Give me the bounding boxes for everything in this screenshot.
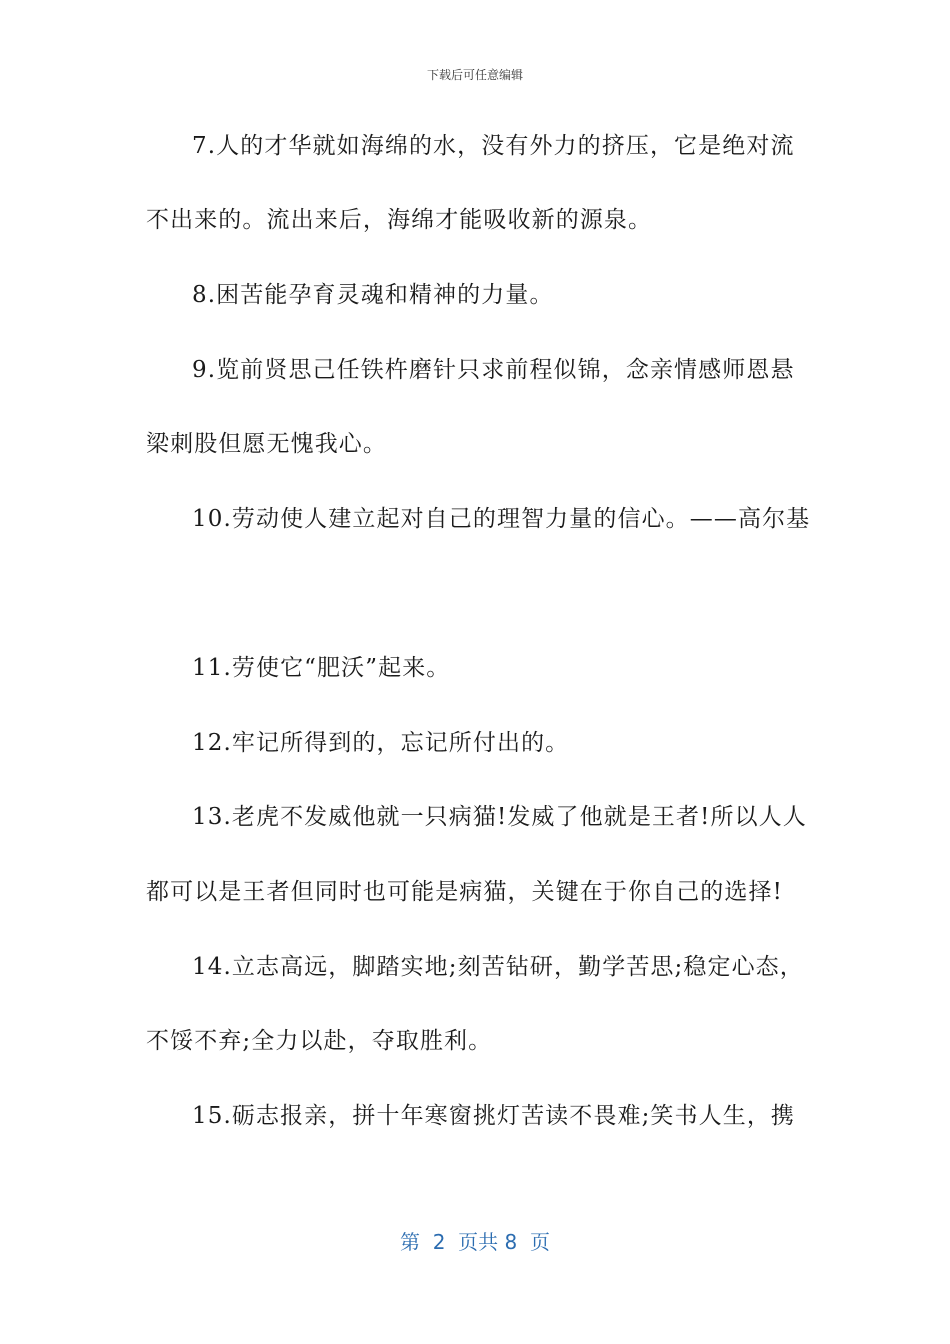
quote-9-line-2: 梁刺股但愿无愧我心。	[146, 431, 387, 457]
quote-7-line-2: 不出来的。流出来后，海绵才能吸收新的源泉。	[146, 207, 653, 233]
quote-14-line-1: 14.立志高远，脚踏实地;刻苦钻研，勤学苦思;稳定心态，	[192, 954, 804, 980]
quote-9-line-1: 9.览前贤思己任铁杵磨针只求前程似锦，念亲情感师恩悬	[192, 357, 795, 383]
header-note: 下载后可任意编辑	[426, 68, 523, 82]
quote-7-line-1: 7.人的才华就如海绵的水，没有外力的挤压，它是绝对流	[192, 133, 795, 159]
quote-13-line-2: 都可以是王者但同时也可能是病猫，关键在于你自己的选择!	[146, 879, 783, 905]
quote-15-line-1: 15.砺志报亲，拼十年寒窗挑灯苦读不畏难;笑书人生，携	[192, 1103, 796, 1129]
quote-12: 12.牢记所得到的，忘记所付出的。	[192, 730, 570, 756]
quote-10: 10.劳动使人建立起对自己的理智力量的信心。——高尔基	[192, 506, 811, 532]
page-number: 第 2 页共 8 页	[400, 1230, 550, 1254]
quote-14-line-2: 不馁不弃;全力以赴，夺取胜利。	[146, 1028, 493, 1054]
quote-13-line-1: 13.老虎不发威他就一只病猫!发威了他就是王者!所以人人	[192, 804, 807, 830]
quote-11: 11.劳使它“肥沃”起来。	[192, 655, 451, 681]
quote-8: 8.困苦能孕育灵魂和精神的力量。	[192, 282, 554, 308]
